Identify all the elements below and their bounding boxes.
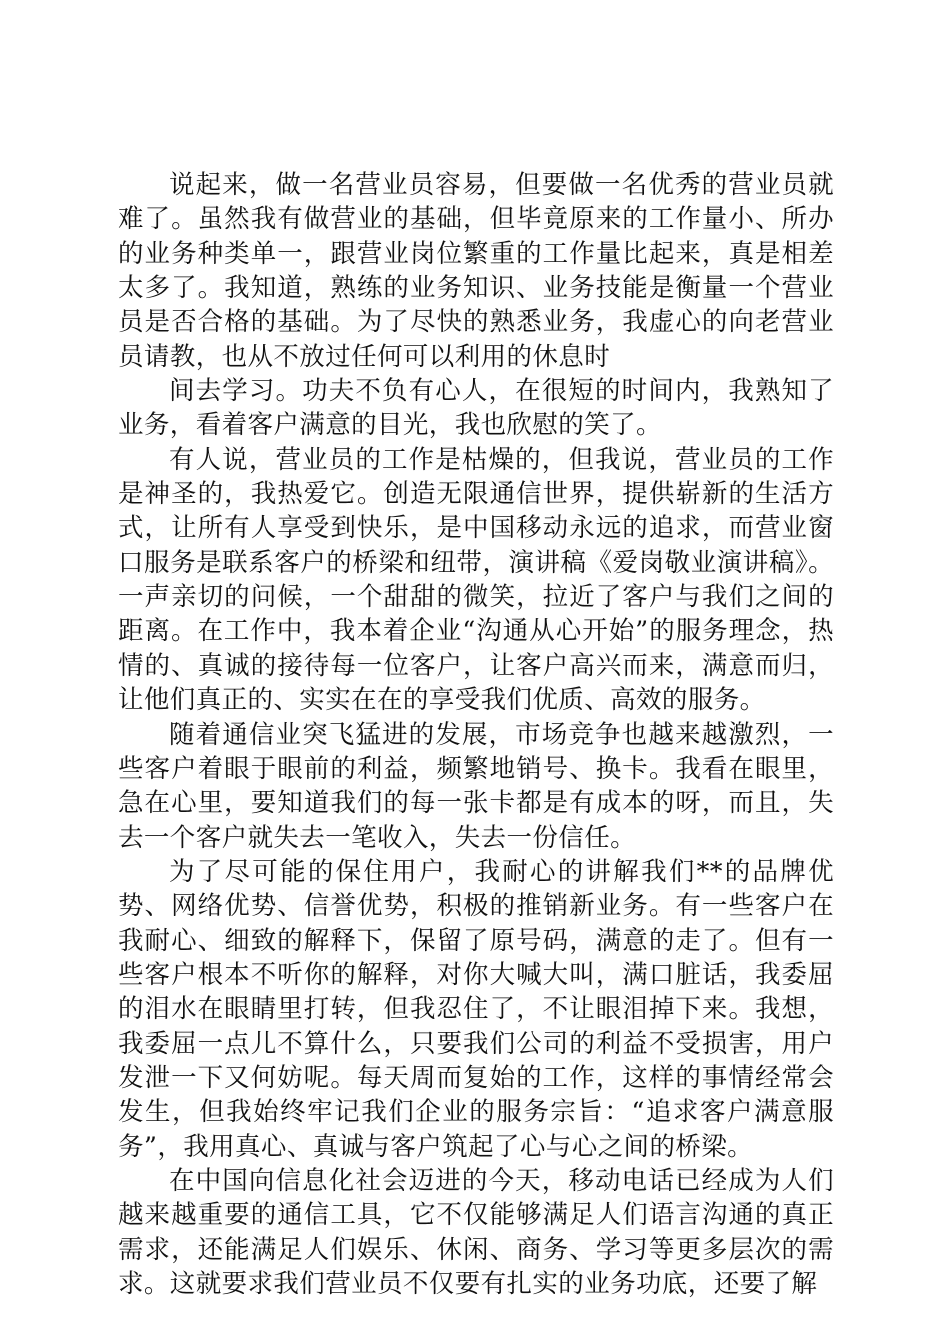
- document-body: [118, 168, 834, 1301]
- paragraph-1: 说起来，做一名营业员容易，但要做一名优秀的营业员就难了。虽然我有做营业的基础，但毕竟原来的工作量小、所办的业务种类单一，跟营业岗位繁重的工作量比起来，真是相差太多了。我知道，熟练的业务知识、业务技能是衡量一个营业员是否合格的基础。为了尽快的熟悉业务，我虚心的向老营业员请教，也从不放过任何可以利用的休息时: [118, 170, 834, 372]
- paragraph-5: 为了尽可能的保住用户，我耐心的讲解我们**的品牌优势、网络优势、信誉优势，积极的推销新业务。有一些客户在我耐心、细致的解释下，保留了原号码，满意的走了。但有一些客户根本不听你的解释，对你大喊大叫，满口脏话，我委屈的泪水在眼睛里打转，但我忍住了，不让眼泪掉下来。我想，我委屈一点儿不算什么，只要我们公司的利益不受损害，用户发泄一下又何妨呢。每天周而复始的工作，这样的事情经常会发生，但我始终牢记我们企业的服务宗旨：“追求客户满意服务”，我用真心、真诚与客户筑起了心与心之间的桥梁。: [118, 856, 834, 1162]
- paragraph-2: 间去学习。功夫不负有心人，在很短的时间内，我熟知了业务，看着客户满意的目光，我也欣慰的笑了。: [118, 376, 834, 441]
- paragraph-4: 随着通信业突飞猛进的发展，市场竞争也越来越激烈，一些客户着眼于眼前的利益，频繁地销号、换卡。我看在眼里，急在心里，要知道我们的每一张卡都是有成本的呀，而且，失去一个客户就失去一笔收入，失去一份信任。: [118, 719, 834, 853]
- paragraph-3: 有人说，营业员的工作是枯燥的，但我说，营业员的工作是神圣的，我热爱它。创造无限通信世界，提供崭新的生活方式，让所有人享受到快乐，是中国移动永远的追求，而营业窗口服务是联系客户的桥梁和纽带，演讲稿《爱岗敬业演讲稿》。一声亲切的问候，一个甜甜的微笑，拉近了客户与我们之间的距离。在工作中，我本着企业“沟通从心开始”的服务理念，热情的、真诚的接待每一位客户，让客户高兴而来，满意而归，让他们真正的、实实在在的享受我们优质、高效的服务。: [118, 444, 834, 716]
- paragraph-6: 在中国向信息化社会迈进的今天，移动电话已经成为人们越来越重要的通信工具，它不仅能够满足人们语言沟通的真正需求，还能满足人们娱乐、休闲、商务、学习等更多层次的需求。这就要求我们营业员不仅要有扎实的业务功底，还要了解: [118, 1165, 834, 1299]
